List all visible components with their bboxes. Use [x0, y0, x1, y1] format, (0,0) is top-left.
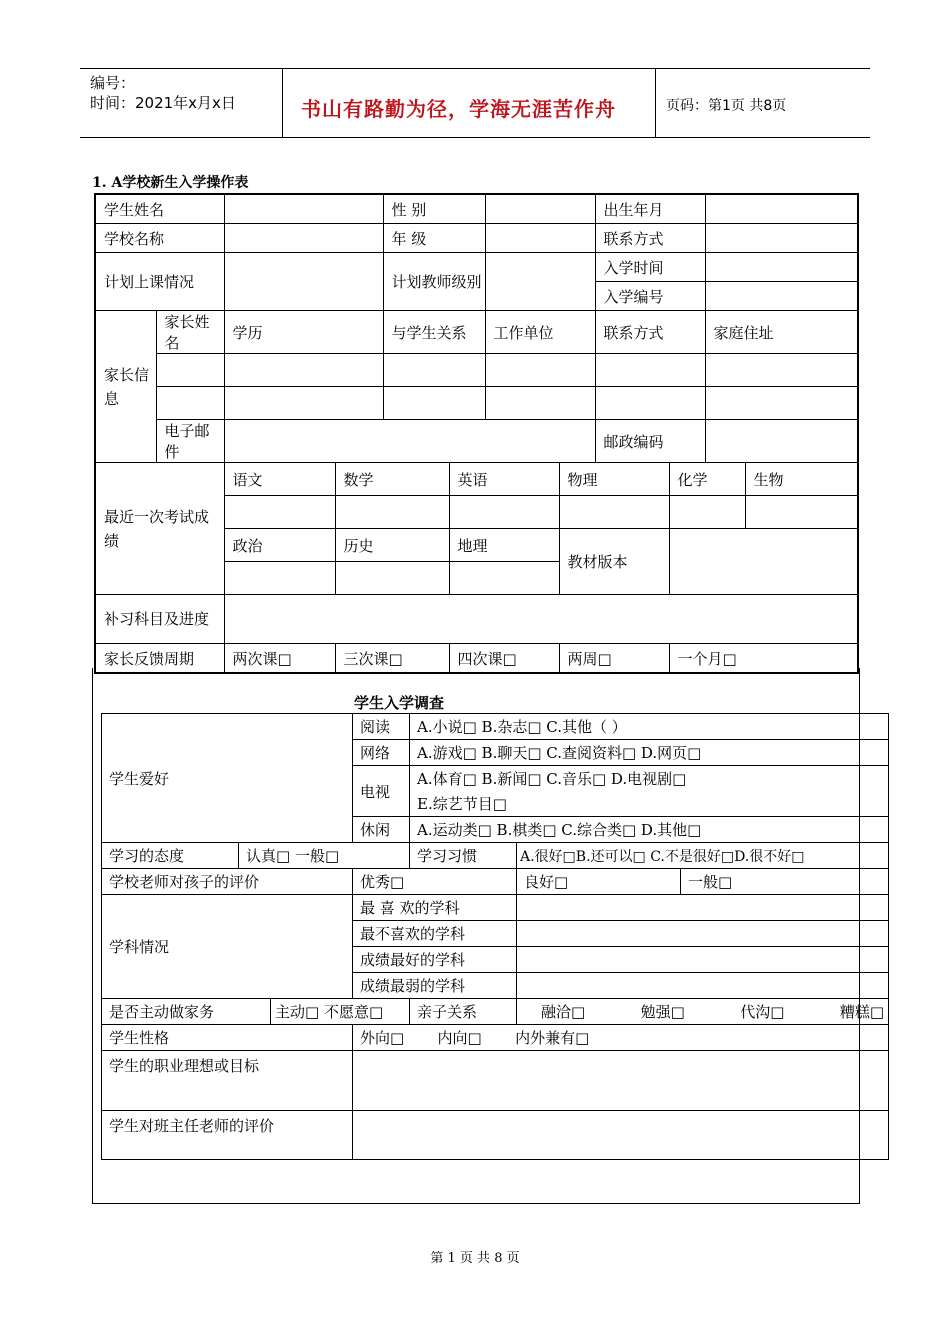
score-cell[interactable] — [224, 562, 335, 595]
parent-cell[interactable] — [156, 387, 224, 420]
field-best-subject[interactable] — [517, 947, 889, 973]
tv-options-extra[interactable]: E.综艺节目□ — [410, 791, 889, 817]
label-tutoring: 补习科目及进度 — [95, 595, 224, 644]
label-eval-head-teacher: 学生对班主任老师的评价 — [102, 1111, 353, 1160]
option-four-lessons[interactable]: 四次课□ — [449, 644, 559, 674]
field-birth[interactable] — [705, 194, 858, 224]
col-relation: 与学生关系 — [383, 311, 485, 354]
field-least-fav-subject[interactable] — [517, 921, 889, 947]
label-gender: 性 别 — [383, 194, 485, 224]
col-english: 英语 — [449, 463, 559, 496]
option-forced[interactable]: 勉强□ — [640, 1003, 685, 1021]
field-textbook[interactable] — [669, 529, 858, 595]
score-cell[interactable] — [449, 496, 559, 529]
page-label: 页码：第1页 共8页 — [666, 98, 787, 114]
label-leisure: 休闲 — [353, 817, 410, 843]
score-cell[interactable] — [449, 562, 559, 595]
page-footer: 第 1 页 共 8 页 — [430, 1251, 520, 1266]
label-chores: 是否主动做家务 — [102, 999, 271, 1025]
label-school: 学校名称 — [95, 224, 224, 253]
label-reading: 阅读 — [353, 714, 410, 740]
code-label: 编号： — [90, 74, 136, 92]
parent-cell[interactable] — [595, 354, 705, 387]
col-workplace: 工作单位 — [485, 311, 595, 354]
parent-cell[interactable] — [156, 354, 224, 387]
field-eval-head-teacher[interactable] — [353, 1111, 889, 1160]
col-address: 家庭住址 — [705, 311, 858, 354]
label-worst-subject: 成绩最弱的学科 — [353, 973, 517, 999]
field-school[interactable] — [224, 224, 383, 253]
survey-table — [101, 713, 889, 1160]
parent-cell[interactable] — [485, 387, 595, 420]
label-teacher-eval: 学校老师对孩子的评价 — [102, 869, 353, 895]
option-good[interactable]: 良好□ — [517, 869, 681, 895]
field-tutoring[interactable] — [224, 595, 858, 644]
field-teacher-level[interactable] — [485, 253, 595, 311]
enrollment-form — [94, 193, 859, 674]
label-career: 学生的职业理想或目标 — [102, 1051, 353, 1111]
option-two-lessons[interactable]: 两次课□ — [224, 644, 335, 674]
col-parent-contact: 联系方式 — [595, 311, 705, 354]
label-tv: 电视 — [353, 766, 410, 817]
parent-cell[interactable] — [383, 387, 485, 420]
form-title: 1. A学校新生入学操作表 — [92, 175, 249, 191]
col-chinese: 语文 — [224, 463, 335, 496]
option-three-lessons[interactable]: 三次课□ — [335, 644, 449, 674]
reading-options[interactable]: A.小说□ B.杂志□ C.其他（ ） — [410, 714, 889, 740]
time-label: 时间：2021年x月x日 — [90, 94, 236, 112]
label-enroll-no: 入学编号 — [595, 282, 705, 311]
label-habit: 学习习惯 — [410, 843, 517, 869]
option-bad[interactable]: 糟糕□ — [839, 1003, 885, 1021]
score-cell[interactable] — [224, 496, 335, 529]
tv-options[interactable]: A.体育□ B.新闻□ C.音乐□ D.电视剧□ — [410, 766, 889, 792]
label-last-exam: 最近一次考试成绩 — [95, 463, 224, 595]
field-gender[interactable] — [485, 194, 595, 224]
label-grade: 年 级 — [383, 224, 485, 253]
field-student-name[interactable] — [224, 194, 383, 224]
score-cell[interactable] — [559, 496, 669, 529]
network-options[interactable]: A.游戏□ B.聊天□ C.查阅资料□ D.网页□ — [410, 740, 889, 766]
option-average[interactable]: 一般□ — [681, 869, 889, 895]
field-worst-subject[interactable] — [517, 973, 889, 999]
header-meta — [90, 73, 236, 113]
attitude-options[interactable]: 认真□ 一般□ — [239, 843, 410, 869]
label-teacher-level: 计划教师级别 — [383, 253, 485, 311]
score-cell[interactable] — [335, 562, 449, 595]
parent-cell[interactable] — [485, 354, 595, 387]
parent-cell[interactable] — [705, 387, 858, 420]
field-fav-subject[interactable] — [517, 895, 889, 921]
label-fav-subject: 最 喜 欢的学科 — [353, 895, 517, 921]
label-student-name: 学生姓名 — [95, 194, 224, 224]
score-cell[interactable] — [669, 496, 745, 529]
field-plan[interactable] — [224, 253, 383, 311]
label-contact: 联系方式 — [595, 224, 705, 253]
score-cell[interactable] — [745, 496, 858, 529]
document-header — [80, 68, 870, 138]
parent-cell[interactable] — [224, 387, 383, 420]
option-two-weeks[interactable]: 两周□ — [559, 644, 669, 674]
chores-options[interactable]: 主动□ 不愿意□ — [271, 999, 410, 1025]
label-least-fav-subject: 最不喜欢的学科 — [353, 921, 517, 947]
field-enroll-no[interactable] — [705, 282, 858, 311]
label-attitude: 学习的态度 — [102, 843, 239, 869]
col-history: 历史 — [335, 529, 449, 562]
label-enroll-time: 入学时间 — [595, 253, 705, 282]
parent-cell[interactable] — [705, 354, 858, 387]
label-feedback-cycle: 家长反馈周期 — [95, 644, 224, 674]
habit-options[interactable]: A.很好□B.还可以□ C.不是很好□D.很不好□ — [517, 843, 889, 869]
label-plan: 计划上课情况 — [95, 253, 224, 311]
col-math: 数学 — [335, 463, 449, 496]
option-gap[interactable]: 代沟□ — [740, 1003, 785, 1021]
option-excellent[interactable]: 优秀□ — [353, 869, 517, 895]
personality-options[interactable]: 外向□ 内向□ 内外兼有□ — [353, 1025, 889, 1051]
label-hobby: 学生爱好 — [102, 714, 353, 843]
parent-cell[interactable] — [224, 354, 383, 387]
motto: 书山有路勤为径，学海无涯苦作舟 — [301, 97, 616, 121]
label-personality: 学生性格 — [102, 1025, 353, 1051]
col-geography: 地理 — [449, 529, 559, 562]
col-biology: 生物 — [745, 463, 858, 496]
survey-title: 学生入学调查 — [354, 694, 445, 712]
col-chemistry: 化学 — [669, 463, 745, 496]
label-textbook: 教材版本 — [559, 529, 669, 595]
col-politics: 政治 — [224, 529, 335, 562]
field-career[interactable] — [353, 1051, 889, 1111]
option-harmony[interactable]: 融洽□ — [541, 1003, 586, 1021]
label-best-subject: 成绩最好的学科 — [353, 947, 517, 973]
field-email[interactable] — [224, 420, 595, 463]
parent-cell[interactable] — [595, 387, 705, 420]
leisure-options[interactable]: A.运动类□ B.棋类□ C.综合类□ D.其他□ — [410, 817, 889, 843]
field-grade[interactable] — [485, 224, 595, 253]
field-postcode[interactable] — [705, 420, 858, 463]
label-network: 网络 — [353, 740, 410, 766]
label-birth: 出生年月 — [595, 194, 705, 224]
option-one-month[interactable]: 一个月□ — [669, 644, 858, 674]
col-education: 学历 — [224, 311, 383, 354]
col-physics: 物理 — [559, 463, 669, 496]
field-contact[interactable] — [705, 224, 858, 253]
score-cell[interactable] — [335, 496, 449, 529]
field-enroll-time[interactable] — [705, 253, 858, 282]
label-postcode: 邮政编码 — [595, 420, 705, 463]
label-subjects: 学科情况 — [102, 895, 353, 999]
label-parent-relation: 亲子关系 — [410, 999, 517, 1025]
header-motto-cell — [282, 69, 656, 137]
label-email: 电子邮件 — [156, 420, 224, 463]
relation-options[interactable] — [517, 999, 889, 1025]
col-parent-name: 家长姓名 — [156, 311, 224, 354]
parent-cell[interactable] — [383, 354, 485, 387]
label-parent-info: 家长信息 — [95, 311, 156, 463]
